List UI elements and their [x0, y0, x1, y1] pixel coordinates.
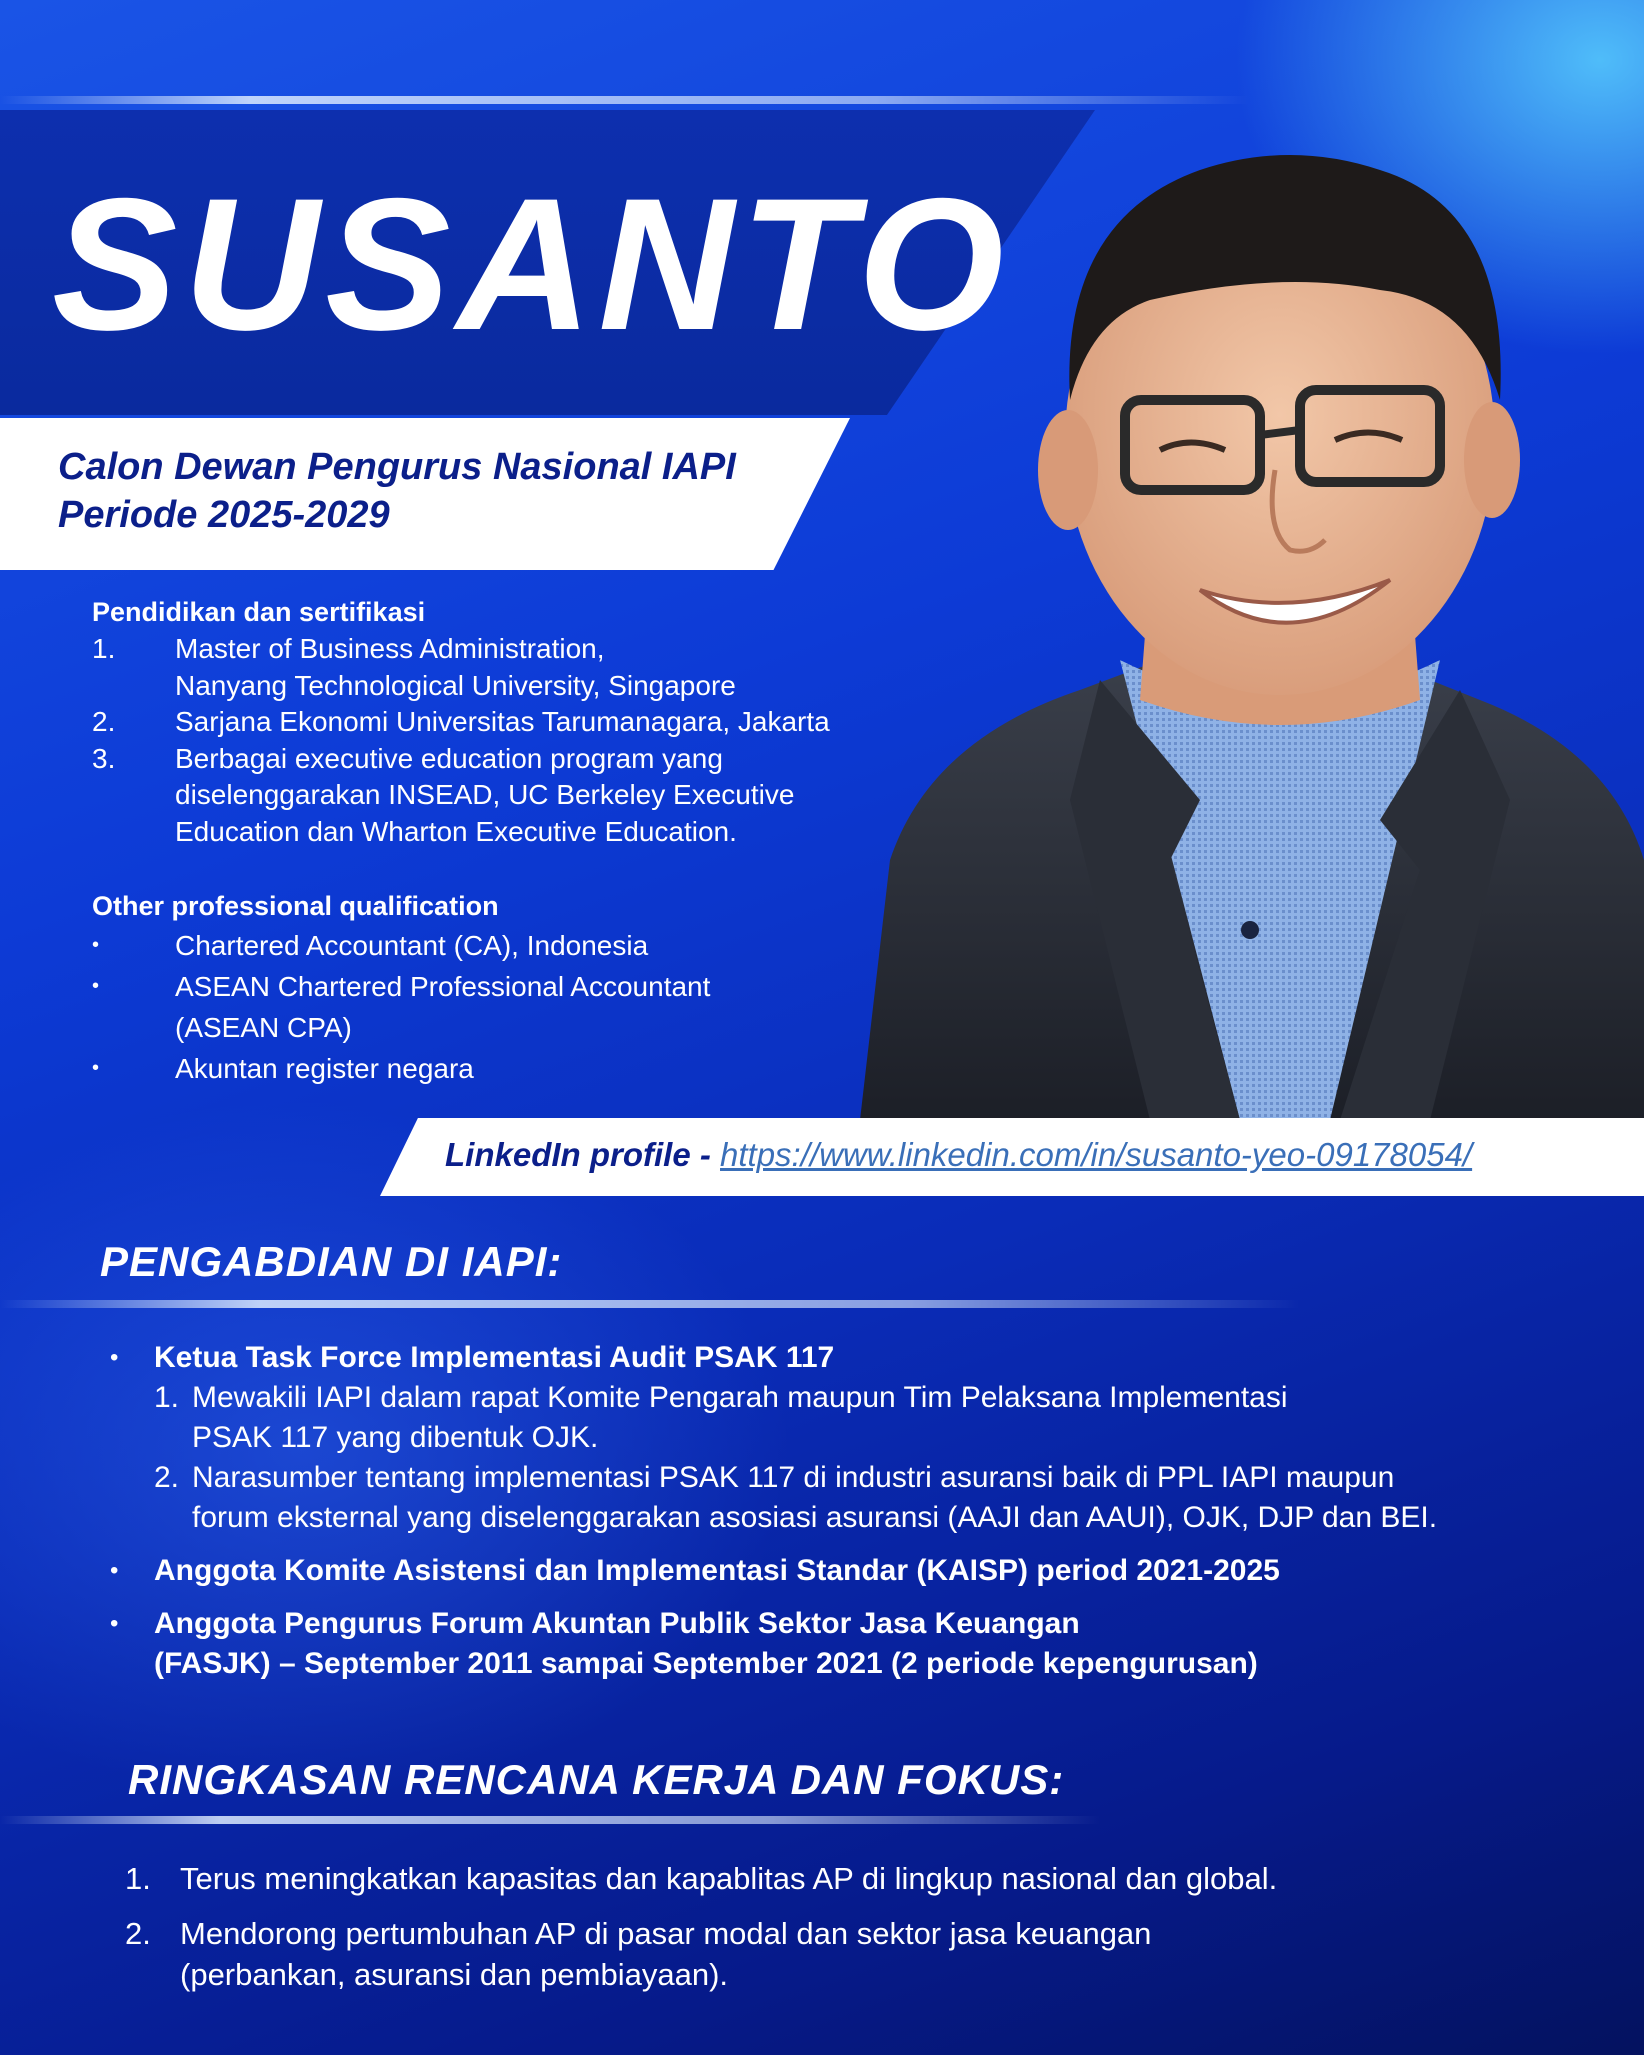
subtitle-line-1: Calon Dewan Pengurus Nasional IAPI: [58, 446, 736, 488]
item-title: Anggota Pengurus Forum Akuntan Publik Sektor Jasa Keuangan: [154, 1607, 1080, 1640]
list-item: [92, 741, 932, 851]
sub-text: PSAK 117 yang dibentuk OJK.: [192, 1421, 599, 1454]
item-text: Nanyang Technological University, Singapore: [175, 669, 736, 701]
list-item: [92, 704, 932, 741]
candidate-title: [58, 443, 736, 539]
list-item: [92, 925, 852, 966]
list-item: [110, 1551, 1590, 1591]
bullet-icon: •: [110, 1344, 119, 1371]
education-list: [92, 631, 932, 850]
item-text: Terus meningkatkan kapasitas dan kapablitas AP di lingkup nasional dan global.: [180, 1861, 1278, 1896]
item-title: (FASJK) – September 2011 sampai September 2021 (2 periode kepengurusan): [154, 1647, 1258, 1680]
service-list: [110, 1338, 1590, 1697]
list-item: [110, 1338, 1590, 1538]
linkedin-label: LinkedIn profile -: [445, 1136, 721, 1173]
plan-underline-streak: [0, 1816, 1100, 1824]
item-title: Anggota Komite Asistensi dan Implementasi Standar (KAISP) period 2021-2025: [154, 1554, 1280, 1587]
qualification-list: [92, 925, 852, 1089]
service-underline-streak: [0, 1300, 1300, 1308]
bullet-icon: •: [110, 1610, 119, 1637]
sub-number: 2.: [154, 1461, 180, 1494]
sub-text: Mewakili IAPI dalam rapat Komite Pengarah maupun Tim Pelaksana Implementasi: [192, 1381, 1288, 1414]
list-item: [110, 1604, 1590, 1684]
item-text: Berbagai executive education program yang: [175, 742, 723, 774]
sub-number: 1.: [154, 1381, 180, 1414]
plan-heading: RINGKASAN RENCANA KERJA DAN FOKUS:: [128, 1756, 1065, 1803]
item-text: Master of Business Administration,: [175, 633, 605, 664]
candidate-name: SUSANTO: [52, 159, 1010, 369]
item-text: ASEAN Chartered Professional Accountant: [175, 971, 711, 1002]
bullet-icon: •: [92, 1057, 100, 1079]
item-number: 2.: [92, 706, 116, 737]
item-text: diselenggarakan INSEAD, UC Berkeley Executive: [175, 779, 795, 810]
item-number: 1.: [125, 1861, 151, 1896]
education-heading: Pendidikan dan sertifikasi: [92, 597, 426, 627]
item-text: (ASEAN CPA): [175, 1012, 352, 1043]
linkedin-link[interactable]: https://www.linkedin.com/in/susanto-yeo-09178054/: [720, 1136, 1473, 1173]
bullet-icon: •: [92, 975, 100, 997]
candidate-portrait: [820, 100, 1644, 1120]
sub-item: [154, 1458, 1437, 1538]
item-text: Education dan Wharton Executive Education.: [175, 815, 737, 847]
qualification-heading: Other professional qualification: [92, 891, 499, 921]
list-item: [125, 1913, 1575, 1995]
bullet-icon: •: [110, 1557, 119, 1584]
item-number: 2.: [125, 1916, 151, 1951]
sub-text: Narasumber tentang implementasi PSAK 117 di industri asuransi baik di PPL IAPI maupun: [192, 1461, 1395, 1494]
list-item: [125, 1858, 1575, 1899]
bullet-icon: •: [92, 934, 100, 956]
linkedin-line: [445, 1136, 1472, 1174]
list-item: [92, 966, 852, 1048]
list-item: [92, 1048, 852, 1089]
item-title: Ketua Task Force Implementasi Audit PSAK 117: [154, 1341, 835, 1374]
list-item: [92, 631, 932, 704]
subtitle-line-2: Periode 2025-2029: [58, 494, 390, 536]
item-text: (perbankan, asuransi dan pembiayaan).: [180, 1957, 729, 1992]
service-heading: PENGABDIAN DI IAPI:: [100, 1238, 563, 1285]
item-text: Sarjana Ekonomi Universitas Tarumanagara, Jakarta: [175, 706, 830, 737]
sub-item: [154, 1378, 1437, 1458]
item-text: Mendorong pertumbuhan AP di pasar modal dan sektor jasa keuangan: [180, 1916, 1152, 1951]
item-number: 1.: [92, 633, 116, 664]
item-text: Chartered Accountant (CA), Indonesia: [175, 930, 649, 961]
item-text: Akuntan register negara: [175, 1053, 474, 1084]
item-number: 3.: [92, 742, 116, 774]
plan-list: [125, 1858, 1575, 2009]
sub-text: forum eksternal yang diselenggarakan asosiasi asuransi (AAJI dan AAUI), OJK, DJP dan BEI.: [192, 1501, 1438, 1534]
